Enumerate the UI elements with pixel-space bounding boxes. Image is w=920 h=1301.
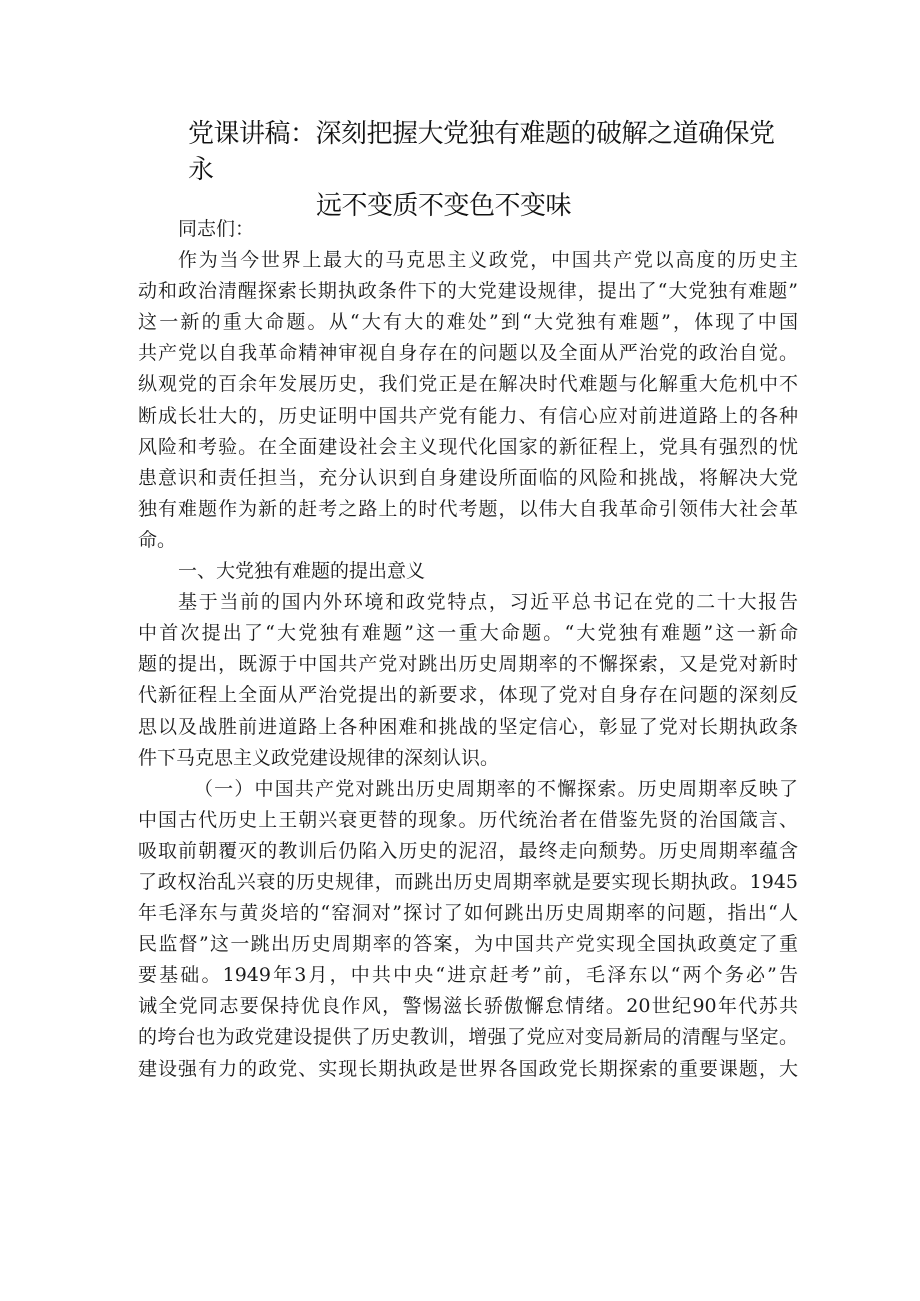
text-line: 共产党以自我革命精神审视自身存在的问题以及全面从严治党的政治自觉。	[138, 342, 798, 365]
text-line: 要基础。1949年3月，中共中央“进京赶考”前，毛泽东以“两个务必”告	[138, 964, 798, 987]
text-line: 的垮台也为政党建设提供了历史教训，增强了党应对变局新局的清醒与坚定。	[138, 1026, 798, 1049]
text-line: 中首次提出了“大党独有难题”这一重大命题。“大党独有难题”这一新命	[138, 622, 798, 645]
text-line: 命。	[138, 528, 177, 551]
text-line: 代新征程上全面从严治党提出的新要求，体现了党对自身存在问题的深刻反	[138, 684, 798, 707]
text-line: 吸取前朝覆灭的教训后仍陷入历史的泥沼，最终走向颓势。历史周期率蕴含	[138, 839, 798, 862]
text-line: 这一新的重大命题。从“大有大的难处”到“大党独有难题”，体现了中国	[138, 311, 798, 334]
text-line: 诫全党同志要保持优良作风，警惕滋长骄傲懈怠情绪。20世纪90年代苏共	[138, 995, 798, 1018]
subsection-heading-line: （一）中国共产党对跳出历史周期率的不懈探索。历史周期率反映了	[194, 777, 798, 800]
text-line: 独有难题作为新的赶考之路上的时代考题，以伟大自我革命引领伟大社会革	[138, 497, 798, 520]
text-line: 建设强有力的政党、实现长期执政是世界各国政党长期探索的重要课题，大	[138, 1057, 798, 1080]
section-heading: 一、大党独有难题的提出意义	[178, 560, 426, 583]
text-line: 年毛泽东与黄炎培的“窑洞对”探讨了如何跳出历史周期率的问题，指出“人	[138, 902, 798, 925]
text-line: 题的提出，既源于中国共产党对跳出历史周期率的不懈探索，又是党对新时	[138, 653, 798, 676]
text-line: 思以及战胜前进道路上各种困难和挑战的坚定信心，彰显了党对长期执政条	[138, 715, 798, 738]
text-line: 中国古代历史上王朝兴衰更替的现象。历代统治者在借鉴先贤的治国箴言、	[138, 808, 798, 831]
title-line-2: 远不变质不变色不变味	[316, 191, 572, 221]
document-body	[138, 214, 798, 1085]
title-line-1: 党课讲稿：深刻把握大党独有难题的破解之道确保党永	[188, 119, 775, 185]
text-line: 纵观党的百余年发展历史，我们党正是在解决时代难题与化解重大危机中不	[138, 373, 798, 396]
text-line: 民监督”这一跳出历史周期率的答案，为中国共产党实现全国执政奠定了重	[138, 933, 798, 956]
text-line: 风险和考验。在全面建设社会主义现代化国家的新征程上，党具有强烈的忧	[138, 435, 798, 458]
text-line: 了政权治乱兴衰的历史规律，而跳出历史周期率就是要实现长期执政。1945	[138, 870, 798, 893]
text-line: 件下马克思主义政党建设规律的深刻认识。	[138, 746, 500, 769]
text-line: 作为当今世界上最大的马克思主义政党，中国共产党以高度的历史主	[178, 249, 798, 272]
page-title	[140, 116, 790, 224]
text-line: 患意识和责任担当，充分认识到自身建设所面临的风险和挑战，将解决大党	[138, 466, 798, 489]
text-line: 基于当前的国内外环境和政党特点，习近平总书记在党的二十大报告	[178, 591, 798, 614]
salutation: 同志们：	[178, 218, 255, 240]
text-line: 动和政治清醒探索长期执政条件下的大党建设规律，提出了“大党独有难题”	[138, 280, 798, 303]
text-line: 断成长壮大的，历史证明中国共产党有能力、有信心应对前进道路上的各种	[138, 404, 798, 427]
